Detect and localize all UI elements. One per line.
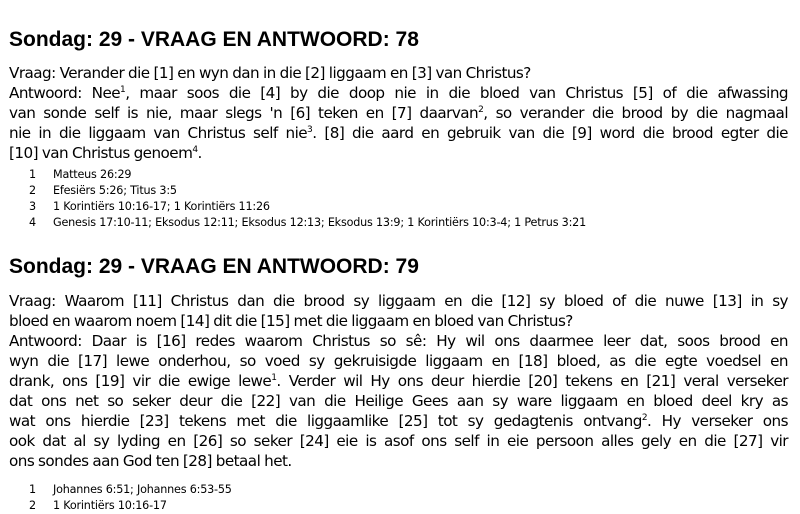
footnotes-79 — [29, 482, 232, 514]
answer-line: wat ons hierdie [23] tekens met die liggaamlike [25] tot sy gedagtenis ontvang$^2$. Hy verseker ons — [9, 412, 788, 430]
answer-line: ons sondes aan God ten [28] betaal het. — [9, 452, 292, 470]
footnote: 2 Efesiërs 5:26; Titus 3:5 — [29, 184, 177, 197]
answer-line: Antwoord: Daar is [16] redes waarom Christus so sê: Hy wil ons daarmee leer dat, soos brood en — [9, 332, 788, 350]
footnote-ref: 2 — [478, 105, 484, 115]
answer-line: van sonde self is nie, maar slegs 'n [6] teken en [7] daarvan$^2$, so verander die brood by die nagmaal — [9, 104, 788, 122]
answer-line: wyn die [17] lewe onderhou, so voed sy gekruisigde liggaam en [18] bloed, as die egte voedsel en — [9, 352, 788, 370]
footnote: 1 Matteus 26:29 — [29, 168, 132, 181]
section-heading-78: Sondag: 29 - VRAAG EN ANTWOORD: 78 — [9, 28, 419, 51]
answer-line: Antwoord: Nee$^1$, maar soos die [4] by die doop nie in die bloed van Christus [5] of die afwassing — [9, 84, 788, 102]
answer-line: dat ons net so seker deur die [22] van die Heilige Gees aan sy ware liggaam en bloed deel kry as — [9, 392, 788, 410]
footnotes-78 — [29, 167, 586, 231]
answer-line: nie in die liggaam van Christus self nie$^3$. [8] die aard en gebruik van die [9] word die brood egter die — [9, 124, 788, 142]
footnote-ref: 3 — [307, 125, 313, 135]
footnote-ref: 1 — [120, 85, 126, 95]
footnote: 3 1 Korintiërs 10:16-17; 1 Korintiërs 11:26 — [29, 200, 270, 213]
section-heading-79: Sondag: 29 - VRAAG EN ANTWOORD: 79 — [9, 255, 419, 278]
footnote: 1 Johannes 6:51; Johannes 6:53-55 — [29, 483, 232, 496]
answer-line: drank, ons [19] vir die ewige lewe$^1$. Verder wil Hy ons deur hierdie [20] tekens en [21] veral verseker — [9, 372, 788, 390]
footnote-ref: 4 — [192, 145, 198, 155]
footnote-ref: 1 — [271, 373, 277, 383]
question-answer-78 — [9, 63, 788, 163]
question-line: bloed en waarom noem [14] dit die [15] met die liggaam en bloed van Christus? — [9, 312, 573, 330]
answer-line: ook dat al sy lyding en [26] so seker [24] eie is asof ons self in eie persoon alles gely en die [27] vir — [9, 432, 788, 450]
question-line: Vraag: Verander die [1] en wyn dan in die [2] liggaam en [3] van Christus? — [9, 64, 531, 82]
footnote: 2 1 Korintiërs 10:16-17 — [29, 499, 167, 512]
answer-line: [10] van Christus genoem$^4$. — [9, 144, 202, 162]
footnote-ref: 2 — [641, 413, 647, 423]
question-answer-79 — [9, 291, 788, 471]
footnote: 4 Genesis 17:10-11; Eksodus 12:11; Eksodus 12:13; Eksodus 13:9; 1 Korintiërs 10:3-4; 1 Petrus 3:21 — [29, 216, 587, 229]
question-line: Vraag: Waarom [11] Christus dan die brood sy liggaam en die [12] sy bloed of die nuwe [13] in sy — [9, 292, 788, 310]
